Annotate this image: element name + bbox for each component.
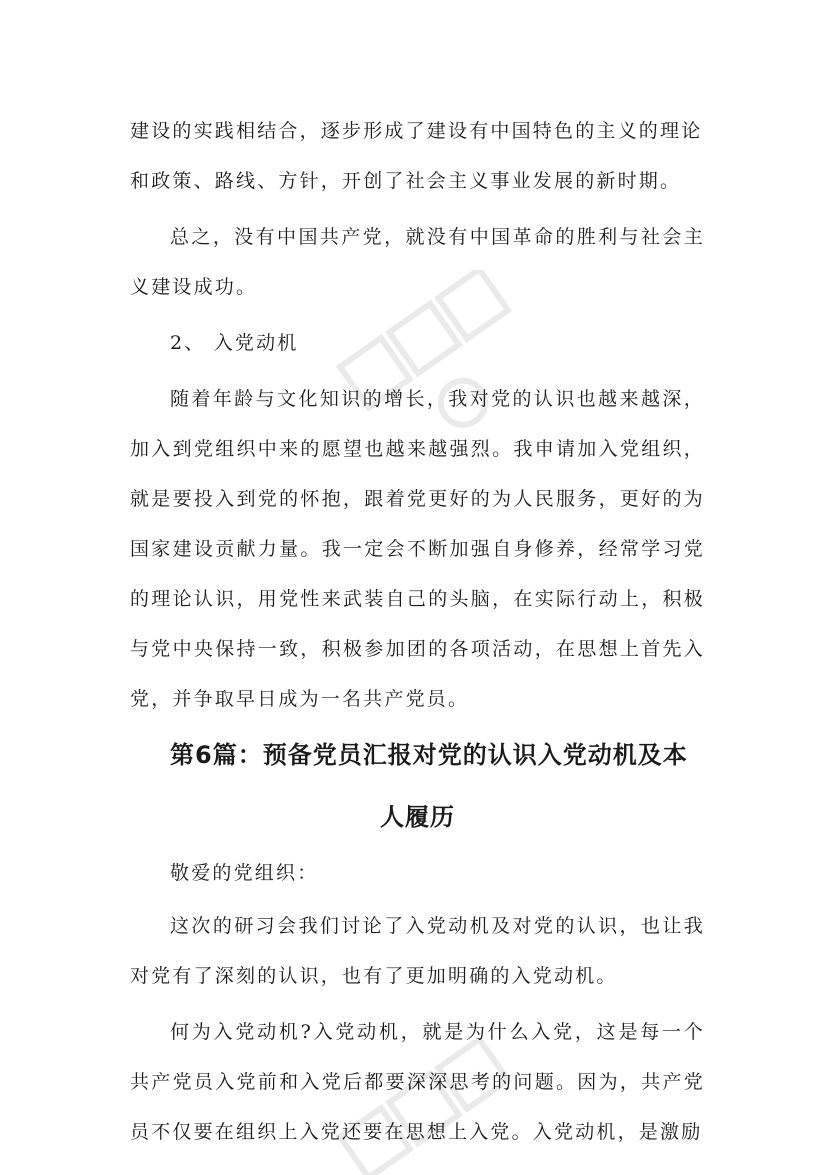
document-body bbox=[130, 106, 705, 1157]
section-heading bbox=[130, 724, 705, 848]
paragraph-line: 和政策、路线、方针，开创了社会主义事业发展的新时期。 bbox=[130, 170, 682, 192]
heading-line: 第6篇：预备党员汇报对党的认识入党动机及本 bbox=[170, 741, 688, 769]
paragraph-summary: 总之，没有中国共产党，就没有中国革命的胜利与社会主义建设成功。 bbox=[130, 226, 705, 298]
paragraph-line: 建设的实践相结合，逐步形成了建设有中国特色的主义的理论 bbox=[130, 120, 703, 142]
paragraph-continued bbox=[130, 106, 705, 206]
paragraph-question: 何为入党动机?入党动机，就是为什么入党，这是每一个共产党员入党前和入党后都要深深思考的问题。因为，共产党员不仅要在组织上入党还要在思想上入党。入党动机，是激励 bbox=[130, 1021, 705, 1143]
section-subtitle: 2、 入党动机 bbox=[170, 332, 299, 354]
heading-line: 人履历 bbox=[380, 803, 455, 831]
salutation: 敬爱的党组织： bbox=[170, 862, 319, 884]
paragraph-motivation: 随着年龄与文化知识的增长，我对党的认识也越来越深，加入到党组织中来的愿望也越来越强烈。我申请加入党组织，就是要投入到党的怀抱，跟着党更好的为人民服务，更好的为国家建设贡献力量。我一定会不断加强自身修养，经常学习党的理论认识，用党性来武装自己的头脑，在实际行动上，积极与党中央保持一致，积极参加团的各项活动，在思想上首先入党，并争取早日成为一名共产党员。 bbox=[130, 388, 705, 710]
paragraph-intro: 这次的研习会我们讨论了入党动机及对党的认识，也让我对党有了深刻的认识，也有了更加明确的入党动机。 bbox=[130, 915, 705, 987]
